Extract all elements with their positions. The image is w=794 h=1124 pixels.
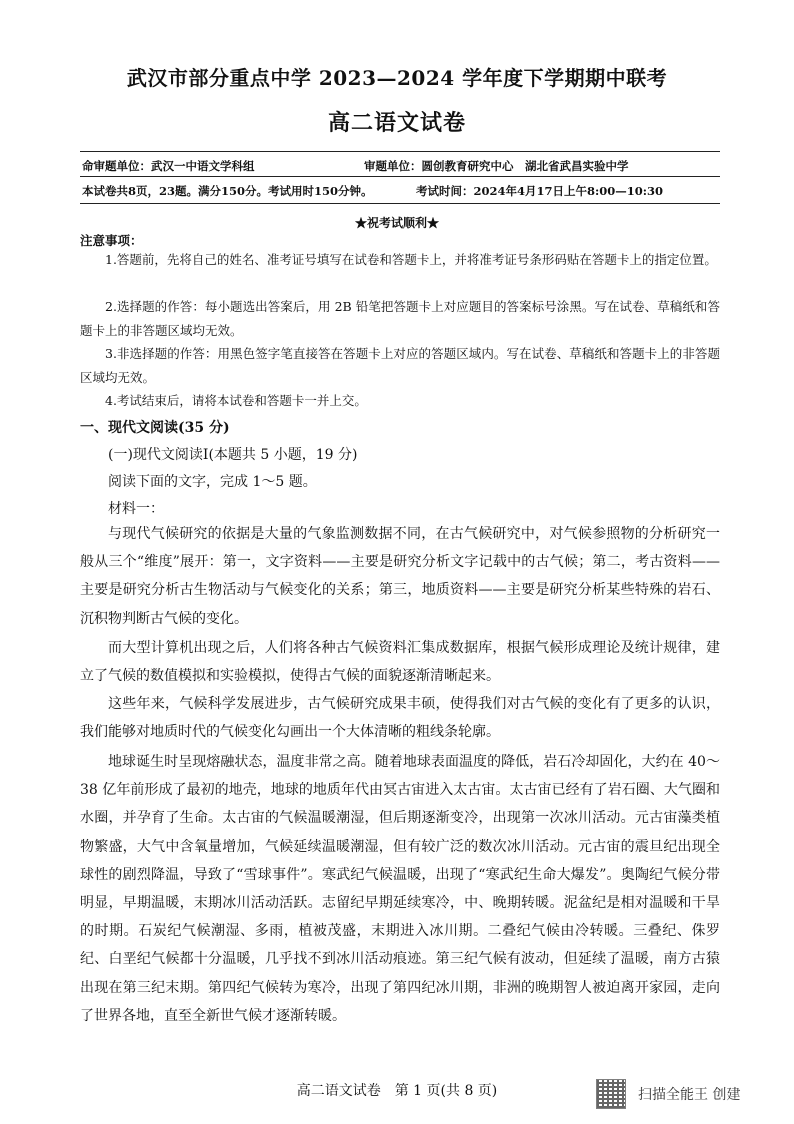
notice-item-2: 2.选择题的作答：每小题选出答案后，用 2B 铅笔把答题卡上对应题目的答案标号涂黑。写在试卷、草稿纸和答题卡上的非答题区域均无效。 xyxy=(80,299,720,338)
exam-time: 考试时间：2024年4月17日上午8:00—10:30 xyxy=(416,184,664,198)
creator-unit: 命审题单位：武汉一中语文学科组 xyxy=(82,159,255,173)
meta-rule-bottom xyxy=(80,203,720,204)
blessing-line: ★祝考试顺利★ xyxy=(354,216,439,230)
sub-section-heading: (一)现代文阅读Ⅰ(本题共 5 小题，19 分) xyxy=(108,447,358,463)
reviewer-unit: 审题单位：圆创教育研究中心 湖北省武昌实验中学 xyxy=(364,159,629,173)
meta-rule xyxy=(80,176,720,177)
notice-item-3: 3.非选择题的作答：用黑色签字笔直接答在答题卡上对应的答题区域内。写在试卷、草稿纸和答题卡上的非答题区域均无效。 xyxy=(80,346,720,385)
section-heading: 一、现代文阅读(35 分) xyxy=(80,420,230,436)
scanner-watermark xyxy=(596,1079,776,1109)
page-footer: 高二语文试卷 第 1 页(共 8 页) xyxy=(296,1083,498,1099)
material-label: 材料一： xyxy=(108,501,164,517)
notice-heading: 注意事项： xyxy=(80,233,143,248)
material-paragraph-3: 这些年来，气候科学发展进步，古气候研究成果丰硕，使得我们对古气候的变化有了更多的认识，我们能够对地质时代的气候变化勾画出一个大体清晰的粗线条轮廓。 xyxy=(80,696,720,741)
qr-code-icon xyxy=(596,1079,626,1109)
notice-item-1: 1.答题前，先将自己的姓名、准考证号填写在试卷和答题卡上，并将准考证号条形码贴在答题卡上的指定位置。 xyxy=(105,252,717,267)
exam-title: 武汉市部分重点中学 2023—2024 学年度下学期期中联考 xyxy=(126,66,668,90)
watermark-text: 扫描全能王 创建 xyxy=(638,1087,741,1103)
top-rule xyxy=(80,151,720,152)
material-paragraph-4: 地球诞生时呈现熔融状态，温度非常之高。随着地球表面温度的降低，岩石冷却固化，大约在 40～38 亿年前形成了最初的地壳，地球的地质年代由冥古宙进入太古宙。太古宙已经有了岩石圈、大气圈和水圈，并孕育了生命。太古宙的气候温暖潮湿，但后期逐渐变冷，出现第一次冰川活动。元古宙藻类植物繁盛，大气中含氧量增加，气候延续温暖潮湿，但有较广泛的数次冰川活动。元古宙的震旦纪出现全球性的剧烈降温，导致了“雪球事件”。寒武纪气候温暖，出现了“寒武纪生命大爆发”。奥陶纪气候分带明显，早期温暖，末期冰川活动活跃。志留纪早期延续寒冷，中、晚期转暖。泥盆纪是相对温暖和干旱的时期。石炭纪气候潮湿、多雨，植被茂盛，末期进入冰川期。二叠纪气候由冷转暖。三叠纪、侏罗纪、白垩纪气候都十分温暖，几乎找不到冰川活动痕迹。第三纪气候有波动，但延续了温暖，南方古猿出现在第三纪末期。第四纪气候转为寒冷，出现了第四纪冰川期，非洲的晚期智人被迫离开家园，走向了世界各地，直至全新世气候才逐渐转暖。 xyxy=(80,754,720,1024)
paper-title: 高二语文试卷 xyxy=(327,110,466,136)
instruction-text: 阅读下面的文字，完成 1～5 题。 xyxy=(108,474,317,490)
notice-item-4: 4.考试结束后，请将本试卷和答题卡一并上交。 xyxy=(105,393,367,408)
material-paragraph-2: 而大型计算机出现之后，人们将各种古气候资料汇集成数据库，根据气候形成理论及统计规律，建立了气候的数值模拟和实验模拟，使得古气候的面貌逐渐清晰起来。 xyxy=(80,640,720,685)
exam-info: 本试卷共8页，23题。满分150分。考试用时150分钟。 xyxy=(82,184,373,198)
material-paragraph-1: 与现代气候研究的依据是大量的气象监测数据不同，在古气候研究中，对气候参照物的分析研究一般从三个“维度”展开：第一，文字资料——主要是研究分析文字记载中的古气候；第二，考古资料——主要是研究分析古生物活动与气候变化的关系；第三，地质资料——主要是研究分析某些特殊的岩石、沉积物判断古气候的变化。 xyxy=(80,526,720,627)
